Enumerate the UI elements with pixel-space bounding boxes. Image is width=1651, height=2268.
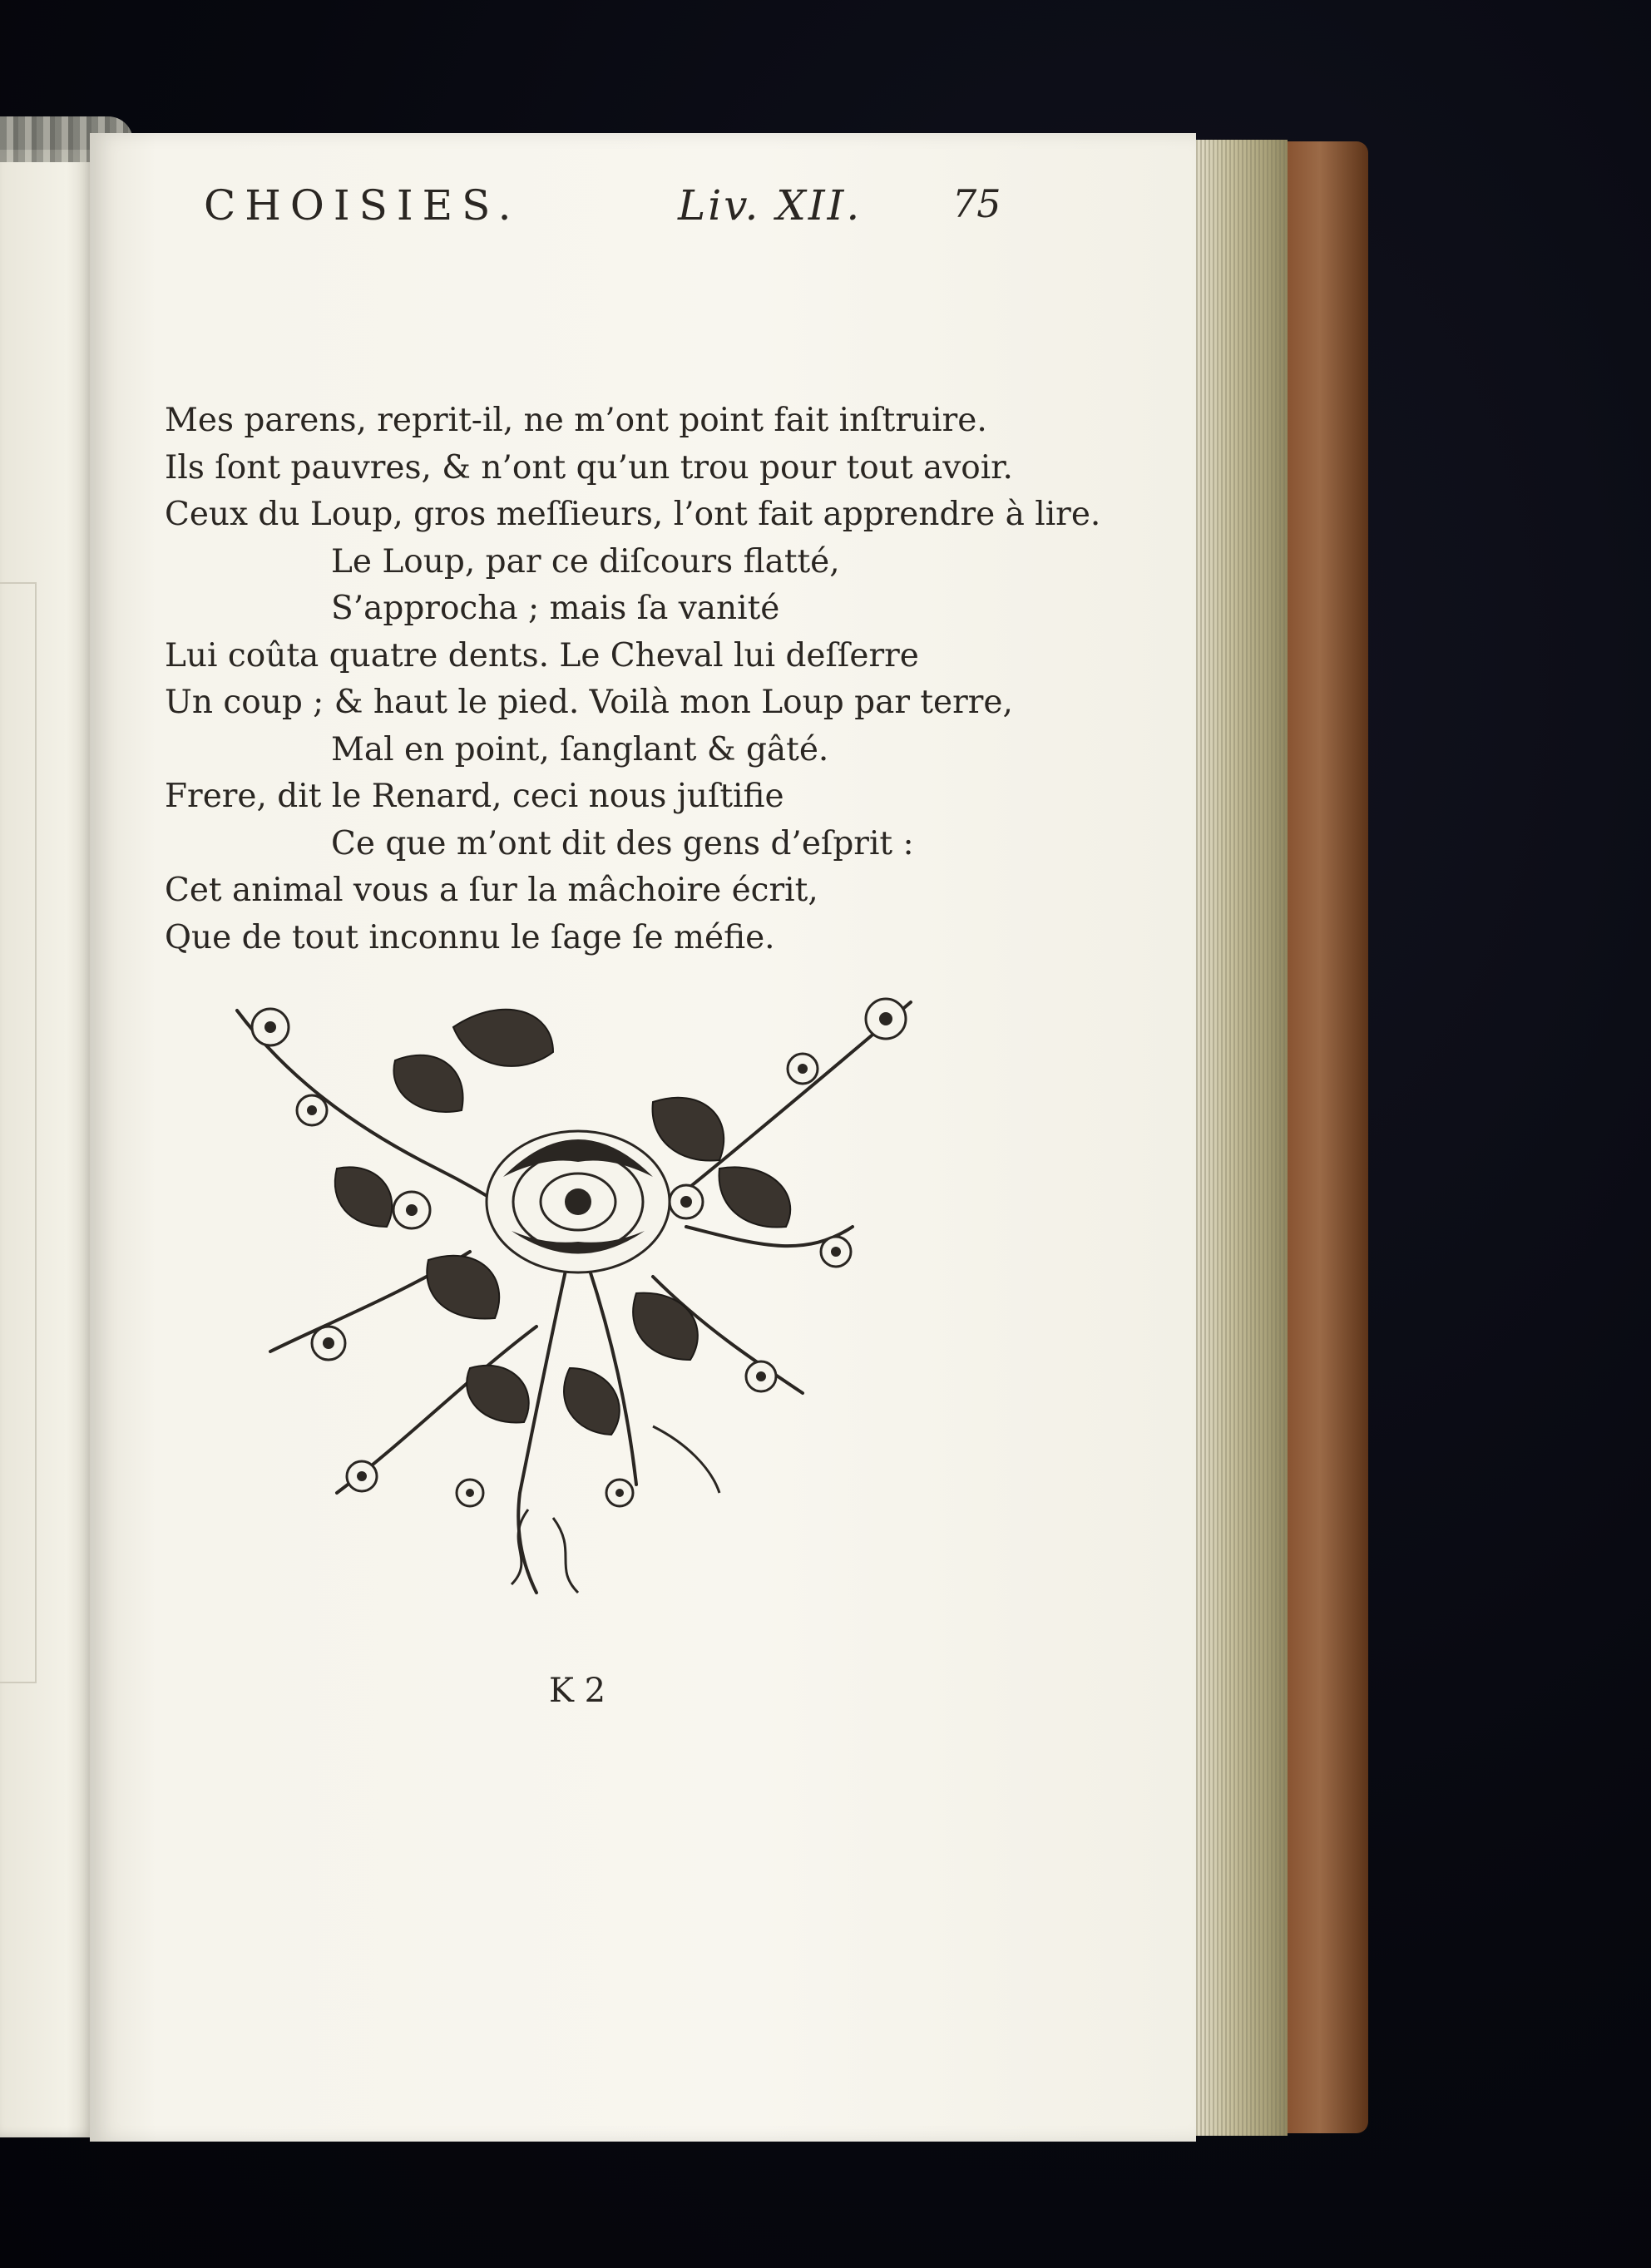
verse-line: Ce que m’ont dit des gens d’eſprit : [331, 824, 914, 862]
verse-line: Ils ſont pauvres, & n’ont qu’un trou pour tout avoir. [165, 448, 1013, 487]
verse-line: Mes parens, reprit-il, ne m’ont point fait inſtruire. [165, 402, 987, 439]
verse-line: Un coup ; & haut le pied. Voilà mon Loup par terre, [165, 684, 1013, 721]
previous-page-frame-rule [0, 582, 37, 1683]
running-head-title: CHOISIES. [204, 181, 521, 230]
verse-line: Mal en point, ſanglant & gâté. [331, 730, 829, 768]
running-head-book: Liv. XII. [678, 181, 863, 230]
verse-line: Ceux du Loup, gros meſſieurs, l’ont fait apprendre à lire. [165, 496, 1101, 533]
verse-line: Frere, dit le Renard, ceci nous juſtifie [165, 778, 784, 815]
verse-line: Lui coûta quatre dents. Le Cheval lui deſſerre [165, 636, 919, 674]
previous-page-edge [0, 150, 96, 2137]
verse-line: Cet animal vous a ſur la mâchoire écrit, [165, 872, 818, 909]
page-number: 75 [952, 181, 1001, 226]
signature-mark: K 2 [549, 1672, 606, 1710]
verse-line: Que de tout inconnu le ſage ſe méfie. [165, 918, 775, 956]
verse-line: S’approcha ; mais ſa vanité [331, 590, 780, 627]
running-head [204, 181, 1019, 256]
verse-block [165, 398, 1101, 961]
verse-line: Le Loup, par ce diſcours flatté, [331, 542, 840, 581]
floral-ornament-icon [220, 977, 936, 1618]
page-block-edges [1188, 140, 1288, 2136]
